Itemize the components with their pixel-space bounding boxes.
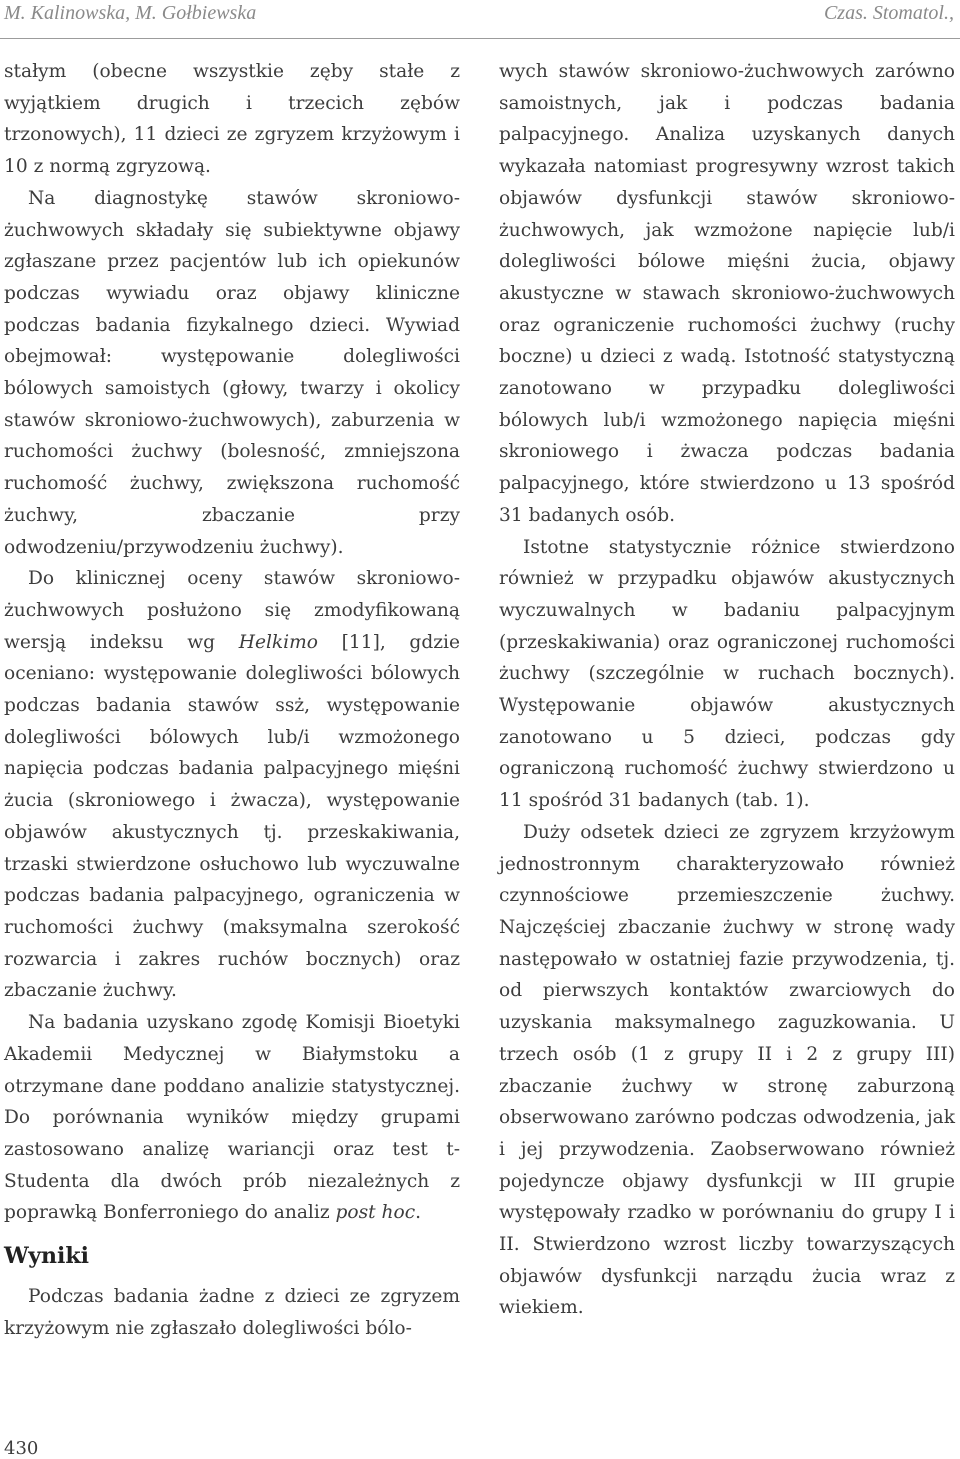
paragraph-clinical-assessment (4, 563, 460, 1007)
text-run: [11], gdzie oceniano: występowanie dolegliwości bólowych podczas badania stawów ssż, występowanie dolegliwości bólowych lub/i wzmożonego napięcia podczas badania palpacyjnego mięśni żucia (skroniowego i żwacza), występowanie objawów akustycznych tj. przeskakiwania, trzaski stwierdzone osłuchowo lub wyczuwalne podczas badania palpacyjnego, ograniczenia w ruchomości żuchwy (maksymalna szerokość rozwarcia i zakres ruchów bocznych) oraz zbaczanie żuchwy. (4, 631, 460, 1002)
running-head (0, 0, 960, 26)
paragraph-results-start: Podczas badania żadne z dzieci ze zgryzem krzyżowym nie zgłaszało dolegliwości bólo- (4, 1286, 460, 1339)
paragraph-study-groups: stałym (obecne wszystkie zęby stałe z wyjątkiem drugich i trzecich zębów trzonowych), 11 dzieci ze zgryzem krzyżowym i 10 z normą zgryzową. (4, 61, 460, 178)
right-column (499, 56, 955, 1324)
paragraph-significant-differences: Istotne statystycznie różnice stwierdzono również w przypadku objawów akustycznych wyczuwalnych w badaniu palpacyjnym (przeskakiwania) oraz ograniczonej ruchomości żuchwy (szczególnie w ruchach bocznych). Występowanie objawów akustycznych zanotowano u 5 dzieci, podczas gdy ograniczoną ruchomość żuchwy stwierdzono u 11 spośród 31 badanych (tab. 1). (499, 536, 955, 812)
text-run: . (415, 1202, 422, 1224)
paragraph-mandible-displacement: Duży odsetek dzieci ze zgryzem krzyżowym jednostronnym charakteryzowało również czynnościowe przemieszczenie żuchwy. Najczęściej zbaczanie żuchwy w stronę wady następowało w ostatniej fazie przywodzenia, tj. od pierwszych kontaktów zwarciowych do uzyskania maksymalnego zaguzkowania. U trzech osób (1 z grupy II i 2 z grupy III) zbaczanie żuchwy w stronę zaburzoną obserwowano zarówno podczas odwodzenia, jak i jej przywodzenia. Zaobserwowano również pojedyncze objawy dysfunkcji w III grupie występowały rzadko w porównaniu do grupy I i II. Stwierdzono wzrost liczby towarzyszących objawów dysfunkcji narządu żucia wraz z wiekiem. (499, 821, 955, 1319)
section-title-results: Wyniki (4, 1243, 89, 1270)
page-number: 430 (4, 1438, 39, 1459)
header-rule (0, 38, 960, 39)
text-run: Na badania uzyskano zgodę Komisji Bioetyki Akademii Medycznej w Białymstoku a otrzymane dane poddano analizie statystycznej. Do porównania wyników między grupami zastosowano analizę wariancji oraz test t-Studenta dla dwóch prób niezależnych z poprawką Bonferroniego do analiz (4, 1012, 460, 1224)
running-head-authors: M. Kalinowska, M. Gołbiewska (4, 2, 257, 24)
left-column (4, 56, 460, 1344)
paragraph-ethics-statistics (4, 1007, 460, 1229)
text-run: Do klinicznej oceny stawów skroniowo-żuchwowych posłużono się zmodyfikowaną wersją indeksu wg (4, 568, 460, 653)
running-head-journal: Czas. Stomatol., (823, 2, 954, 24)
paragraph-diagnostics: Na diagnostykę stawów skroniowo-żuchwowych składały się subiektywne objawy zgłaszane przez pacjentów lub ich opiekunów podczas wywiadu oraz objawy kliniczne podczas badania fizykalnego dzieci. Wywiad obejmował: występowanie dolegliwości bólowych samoistych (głowy, twarzy i okolicy stawów skroniowo-żuchwowych), zaburzenia w ruchomości żuchwy (bolesność, zmniejszona ruchomość żuchwy, zwiększona ruchomość żuchwy, zbaczanie przy odwodzeniu/przywodzeniu żuchwy). (4, 187, 460, 558)
author-name-italic: Helkimo (238, 631, 318, 653)
term-italic: post hoc (335, 1202, 416, 1224)
paragraph-results-continued: wych stawów skroniowo-żuchwowych zarówno samoistnych, jak i podczas badania palpacyjnego. Analiza uzyskanych danych wykazała natomiast progresywny wzrost takich objawów dysfunkcji stawów skroniowo-żuchwowych, jak wzmożone napięcie lub/i dolegliwości bólowe mięśni żucia, objawy akustyczne w stawach skroniowo-żuchwowych oraz ograniczenie ruchomości żuchwy (ruchy boczne) u dzieci z wadą. Istotność statystyczną zanotowano w przypadku dolegliwości bólowych lub/i wzmożonego napięcia mięśni skroniowego i żwacza podczas badania palpacyjnego, które stwierdzono u 13 spośród 31 badanych osób. (499, 61, 955, 526)
